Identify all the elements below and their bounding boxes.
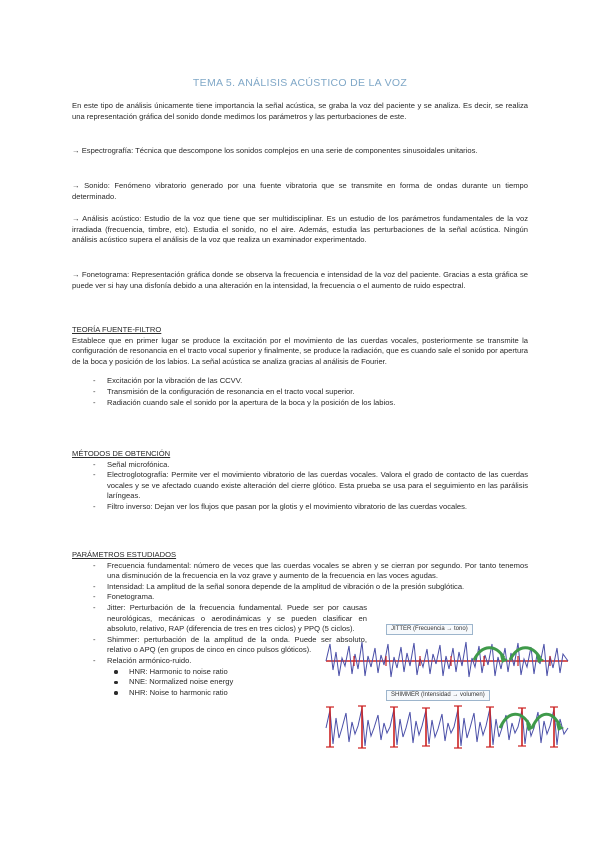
shimmer-waveform (324, 704, 570, 750)
list-item: - Filtro inverso: Dejan ver los flujos que pasan por la glotis y el movimiento vibratorio de las cuerdas vocales. (72, 502, 528, 513)
list-item: NHR: Noise to harmonic ratio (72, 688, 528, 699)
methods-list (72, 460, 528, 513)
list-item: - Señal microfónica. (72, 460, 528, 471)
list-item: NNE: Normalized noise energy (72, 677, 528, 688)
list-item: - Relación armónico-ruido. (72, 656, 528, 667)
list-item: - Jitter: Perturbación de la frecuencia fundamental. Puede ser por causas neurológicas, mecánicas o aerodinámicas y se pueden clasificar en absoluto, relativo, RAP (diferencia de tres en tres ciclos) y PPQ (5 ciclos). (72, 603, 367, 635)
theory-heading: TEORÍA FUENTE-FILTRO (72, 325, 162, 334)
definition-phonetogram: → Fonetograma: Representación gráfica donde se observa la frecuencia e intensidad de la voz del paciente. Gracias a esta gráfica se puede ver si hay una disfonía debido a una alteración en la intensidad, la frecuencia o el aumento de ruido espectral. (72, 270, 528, 290)
list-item: - Frecuencia fundamental: número de veces que las cuerdas vocales se abren y se cierran por segundo. Por tanto tenemos una disminución de la frecuencia en la voz grave y aumento de la frecuencia en las voces agudas. (72, 561, 528, 582)
definition-sound: → Sonido: Fenómeno vibratorio generado por una fuente vibratoria que se transmite en forma de ondas durante un tiempo determinado. (72, 181, 528, 201)
list-item: - Intensidad: La amplitud de la señal sonora depende de la amplitud de vibración o de la presión subglótica. (72, 582, 528, 593)
shimmer-label: SHIMMER (Intensidad → volumen) (386, 690, 490, 701)
jitter-waveform (324, 636, 570, 682)
list-item: - Electroglotografía: Permite ver el movimiento vibratorio de las cuerdas vocales. Valora el grado de contacto de las cuerdas vocales y se ve afectado cuando existe alteración del cierre glótico. Esta prueba se usa para el seguimiento en las parálisis laríngeas. (72, 470, 528, 502)
section-theory (72, 325, 528, 408)
list-item: - Shimmer: perturbación de la amplitud de la onda. Puede ser absoluto, relativo o APQ (en grupos de cinco en cinco pulsos glóticos). (72, 635, 367, 656)
definition-spectrography: → Espectrografía: Técnica que descompone los sonidos complejos en una serie de componentes sinusoidales unitarios. (72, 146, 478, 155)
list-item: HNR: Harmonic to noise ratio (72, 667, 528, 678)
definition-acoustic-analysis: → Análisis acústico: Estudio de la voz que tiene que ser multidisciplinar. Es un estudio de los parámetros fundamentales de la voz irradiada (frecuencia, timbre, etc). Estudia el sonido, no el aire. Además, estudia las perturbaciones de la señal acústica. Ningún análisis acústico supera el análisis de la voz que realiza un examinador experimentado. (72, 214, 528, 245)
section-methods (72, 449, 528, 513)
page-title: TEMA 5. ANÁLISIS ACÚSTICO DE LA VOZ (192, 77, 408, 89)
theory-text: Establece que en primer lugar se produce la excitación por el movimiento de las cuerdas vocales, posteriormente se transmite la configuración de resonancia en el tracto vocal superior y finalmente, se produce la radiación, que es cuando sale el sonido por apertura de la boca y posición de los labios. La señal acústica se analiza gracias al análisis de Fourier. (72, 335, 528, 366)
theory-list (72, 376, 528, 408)
methods-heading: MÉTODOS DE OBTENCIÓN (72, 449, 171, 458)
intro-paragraph: En este tipo de análisis únicamente tiene importancia la señal acústica, se graba la voz del paciente y se analiza. Es decir, se realiza una representación gráfica del sonido donde medimos los parámetros y las perturbaciones de este. (72, 101, 528, 121)
params-heading: PARÁMETROS ESTUDIADOS (72, 550, 177, 559)
jitter-shimmer-figure (324, 624, 570, 752)
list-item: - Radiación cuando sale el sonido por la apertura de la boca y la posición de los labios. (72, 398, 528, 409)
jitter-label: JITTER (Frecuencia → tono) (386, 624, 473, 635)
list-item: - Transmisión de la configuración de resonancia en el tracto vocal superior. (72, 387, 528, 398)
list-item: - Fonetograma. (72, 592, 528, 603)
list-item: - Excitación por la vibración de las CCVV. (72, 376, 528, 387)
